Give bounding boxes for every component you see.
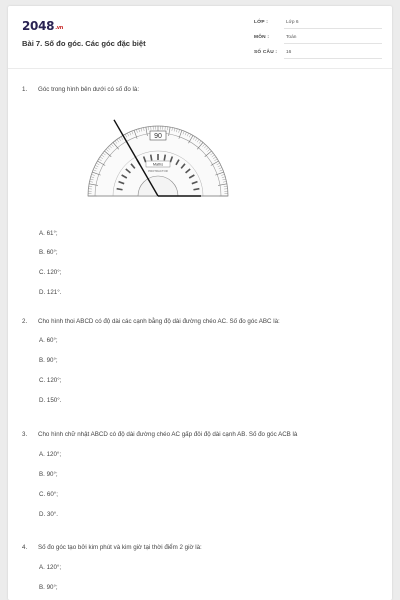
option-a[interactable]: A. 61°;	[39, 230, 58, 237]
site-logo[interactable]	[22, 19, 63, 33]
protractor-figure	[83, 106, 233, 206]
worksheet-page	[8, 6, 392, 600]
inner-mark	[117, 189, 123, 190]
meta-count-value: 16	[286, 50, 292, 55]
option-a[interactable]: A. 120°;	[39, 451, 62, 458]
option-d[interactable]: D. 30°.	[39, 511, 58, 518]
option-d[interactable]: D. 121°.	[39, 289, 62, 296]
logo-domain: .vn	[55, 25, 64, 31]
question-number: 2.	[22, 318, 28, 325]
question-text: Số đo góc tạo bởi kim phút và kim giờ tại thời điểm 2 giờ là:	[38, 544, 202, 551]
question-text: Cho hình chữ nhật ABCD có độ dài đường chéo AC gấp đôi độ dài cạnh AB. Số đo góc ACB là	[38, 431, 298, 438]
header-divider	[8, 68, 392, 69]
inner-mark	[164, 155, 165, 161]
meta-subject-line	[284, 43, 382, 44]
question-number: 1.	[22, 86, 28, 93]
option-b[interactable]: B. 90°;	[39, 584, 58, 591]
question-number: 4.	[22, 544, 28, 551]
meta-class-label: LỚP :	[254, 20, 269, 25]
meta-count-line	[284, 58, 382, 59]
option-b[interactable]: B. 90°;	[39, 471, 58, 478]
question-number: 3.	[22, 431, 28, 438]
brand-sublabel: PROTRACTOR	[148, 169, 168, 173]
option-b[interactable]: B. 60°;	[39, 249, 58, 256]
option-a[interactable]: A. 60°;	[39, 337, 58, 344]
option-b[interactable]: B. 90°;	[39, 357, 58, 364]
question-text: Cho hình thoi ABCD có độ dài các cạnh bằng độ dài đường chéo AC. Số đo góc ABC là:	[38, 318, 280, 325]
meta-subject	[254, 34, 382, 44]
inner-mark	[151, 155, 152, 161]
center-label: 90	[154, 133, 162, 140]
protractor-body	[88, 126, 228, 196]
option-c[interactable]: C. 120°;	[39, 269, 62, 276]
option-a[interactable]: A. 120°;	[39, 564, 62, 571]
question-text: Góc trong hình bên dưới có số đo là:	[38, 86, 140, 93]
meta-subject-label: MÔN :	[254, 35, 270, 40]
option-c[interactable]: C. 120°;	[39, 377, 62, 384]
brand-label: Maths	[152, 162, 164, 167]
inner-mark	[193, 189, 199, 190]
meta-class-value: Lớp 6	[286, 20, 299, 25]
meta-count	[254, 49, 382, 59]
page-title: Bài 7. Số đo góc. Các góc đặc biệt	[22, 39, 146, 48]
meta-count-label: SỐ CÂU :	[254, 50, 278, 55]
option-c[interactable]: C. 60°;	[39, 491, 58, 498]
option-d[interactable]: D. 150°.	[39, 397, 62, 404]
meta-subject-value: Toán	[286, 35, 297, 40]
logo-text: 2048	[22, 19, 55, 33]
meta-class-line	[284, 28, 382, 29]
meta-class	[254, 19, 382, 29]
